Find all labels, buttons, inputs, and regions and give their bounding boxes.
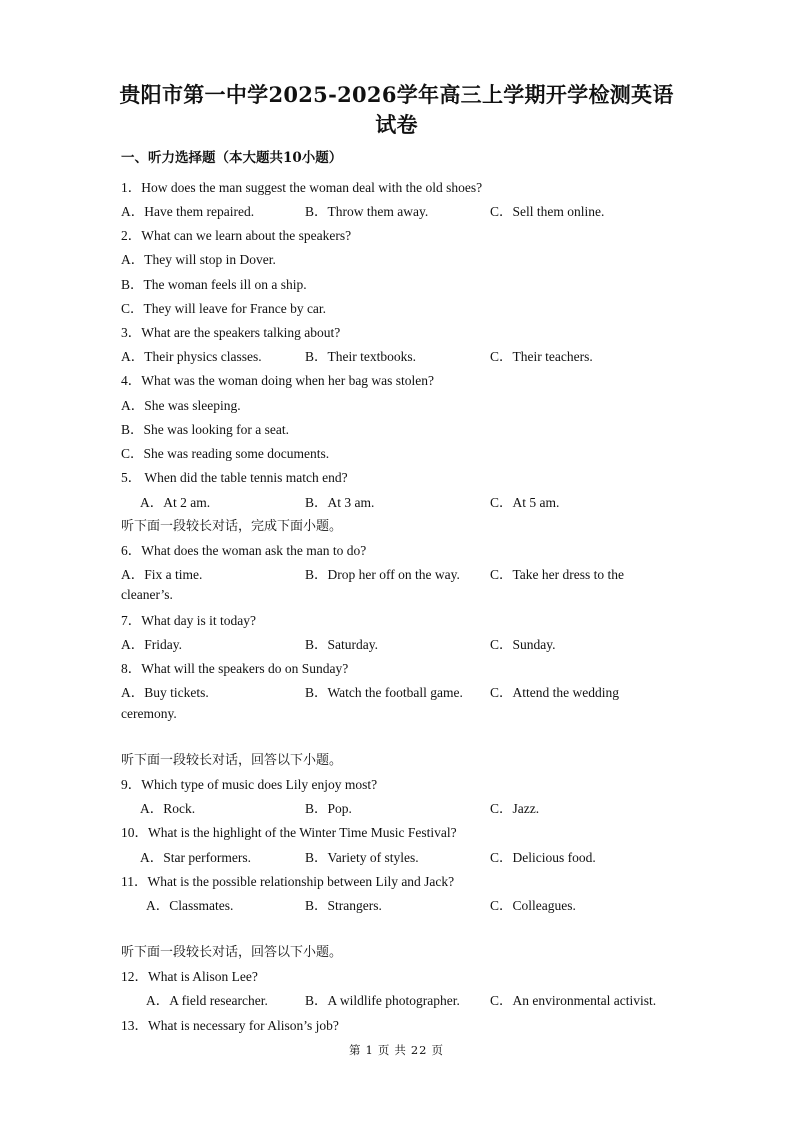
- question-4: 4．What was the woman doing when her bag was stolen?: [121, 373, 435, 388]
- footer-label-page-unit: 页: [377, 1043, 391, 1057]
- question-3: 3．What are the speakers talking about?: [121, 325, 341, 340]
- question-6-option-b: B．Drop her off on the way.: [305, 567, 460, 582]
- question-2-option-c: C．They will leave for France by car.: [121, 301, 327, 316]
- question-11-option-a: A．Classmates.: [146, 898, 234, 913]
- question-10: 10．What is the highlight of the Winter Time Music Festival?: [121, 825, 457, 840]
- question-9-option-b: B．Pop.: [305, 801, 352, 816]
- exam-title-line-1: 贵阳市第一中学2025-2026学年高三上学期开学检测英语: [119, 82, 674, 107]
- question-1-option-c: C．Sell them online.: [490, 204, 605, 219]
- question-8: 8．What will the speakers do on Sunday?: [121, 661, 349, 676]
- question-2: 2．What can we learn about the speakers?: [121, 228, 352, 243]
- page-footer: [0, 1042, 793, 1058]
- question-1: 1．How does the man suggest the woman deal with the old shoes?: [121, 180, 483, 195]
- question-4-option-a: A．She was sleeping.: [121, 398, 241, 413]
- question-9: 9．Which type of music does Lily enjoy most?: [121, 777, 378, 792]
- dialogue-instruction-3: 听下面一段较长对话，回答以下小题。: [121, 945, 343, 960]
- question-3-option-a: A．Their physics classes.: [121, 349, 262, 364]
- question-12: 12．What is Alison Lee?: [121, 969, 258, 984]
- section-heading: 一、听力选择题（本大题共10小题）: [121, 150, 343, 166]
- question-8-option-a: A．Buy tickets.: [121, 685, 209, 700]
- question-7-option-b: B．Saturday.: [305, 637, 378, 652]
- question-10-option-b: B．Variety of styles.: [305, 850, 419, 865]
- question-5-option-a: A．At 2 am.: [140, 495, 211, 510]
- question-5-option-b: B．At 3 am.: [305, 495, 375, 510]
- footer-label-page: 第: [349, 1043, 362, 1057]
- question-6: 6．What does the woman ask the man to do?: [121, 543, 367, 558]
- question-9-option-c: C．Jazz.: [490, 801, 540, 816]
- question-2-option-b: B．The woman feels ill on a ship.: [121, 277, 307, 292]
- question-10-option-a: A．Star performers.: [140, 850, 251, 865]
- question-3-option-c: C．Their teachers.: [490, 349, 593, 364]
- question-5: 5． When did the table tennis match end?: [121, 470, 348, 485]
- question-6-option-c: C．Take her dress to the: [490, 567, 625, 582]
- question-4-option-c: C．She was reading some documents.: [121, 446, 330, 461]
- question-4-option-b: B．She was looking for a seat.: [121, 422, 289, 437]
- question-6-option-c-continued: cleaner’s.: [121, 587, 173, 602]
- question-1-option-a: A．Have them repaired.: [121, 204, 255, 219]
- footer-total-pages: 22: [410, 1043, 428, 1057]
- question-7-option-a: A．Friday.: [121, 637, 182, 652]
- question-12-option-c: C．An environmental activist.: [490, 993, 657, 1008]
- exam-title-line-2: 试卷: [375, 112, 418, 137]
- dialogue-instruction-2: 听下面一段较长对话，回答以下小题。: [121, 753, 343, 768]
- question-11-option-c: C．Colleagues.: [490, 898, 576, 913]
- question-9-option-a: A．Rock.: [140, 801, 196, 816]
- question-11-option-b: B．Strangers.: [305, 898, 382, 913]
- question-2-option-a: A．They will stop in Dover.: [121, 252, 276, 267]
- footer-label-total: 共: [394, 1043, 407, 1057]
- question-11: 11．What is the possible relationship between Lily and Jack?: [121, 874, 455, 889]
- question-3-option-b: B．Their textbooks.: [305, 349, 416, 364]
- footer-page-number: 1: [365, 1043, 374, 1057]
- dialogue-instruction-1: 听下面一段较长对话，完成下面小题。: [121, 519, 343, 534]
- question-6-option-a: A．Fix a time.: [121, 567, 203, 582]
- question-1-option-b: B．Throw them away.: [305, 204, 429, 219]
- question-7-option-c: C．Sunday.: [490, 637, 556, 652]
- question-7: 7．What day is it today?: [121, 613, 256, 628]
- question-8-option-c: C．Attend the wedding: [490, 685, 619, 700]
- footer-label-total-unit: 页: [431, 1043, 444, 1057]
- question-10-option-c: C．Delicious food.: [490, 850, 596, 865]
- question-8-option-c-continued: ceremony.: [121, 706, 177, 721]
- question-12-option-b: B．A wildlife photographer.: [305, 993, 460, 1008]
- question-8-option-b: B．Watch the football game.: [305, 685, 463, 700]
- question-13: 13．What is necessary for Alison’s job?: [121, 1018, 339, 1033]
- question-12-option-a: A．A field researcher.: [146, 993, 268, 1008]
- question-5-option-c: C．At 5 am.: [490, 495, 560, 510]
